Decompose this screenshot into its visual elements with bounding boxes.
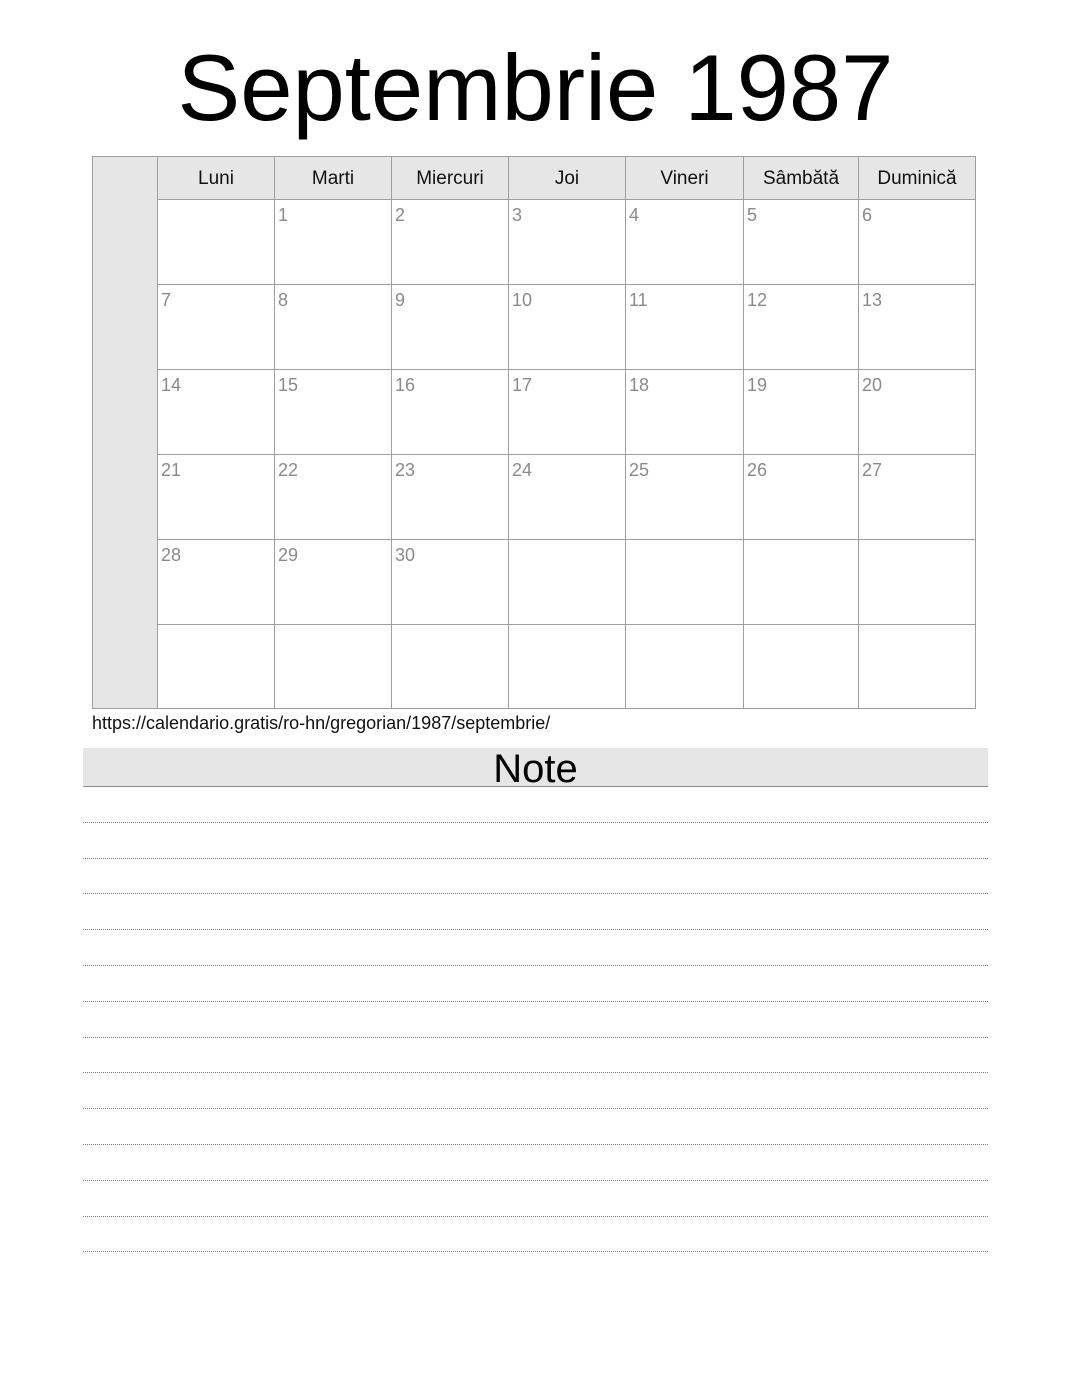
note-line — [83, 1180, 988, 1181]
note-line — [83, 1037, 988, 1038]
calendar-grid — [92, 156, 976, 709]
day-number: 9 — [395, 290, 406, 310]
note-line — [83, 965, 988, 966]
day-number: 24 — [512, 460, 533, 480]
day-number: 20 — [862, 375, 883, 395]
day-cell — [392, 200, 509, 285]
day-cell — [509, 625, 626, 708]
weekday-header: Joi — [509, 157, 626, 199]
source-url[interactable]: https://calendario.gratis/ro-hn/gregorian/1987/septembrie/ — [92, 713, 551, 733]
day-cell — [392, 455, 509, 540]
day-cell — [509, 455, 626, 540]
day-cell — [859, 285, 975, 370]
note-line — [83, 929, 988, 930]
day-number: 27 — [862, 460, 883, 480]
day-cell — [509, 200, 626, 285]
note-line — [83, 1072, 988, 1073]
note-line — [83, 1108, 988, 1109]
day-number: 8 — [278, 290, 289, 310]
day-cell — [626, 540, 744, 625]
day-cell — [158, 285, 275, 370]
day-number: 30 — [395, 545, 416, 565]
day-cell — [859, 370, 975, 455]
day-cell — [392, 370, 509, 455]
note-line — [83, 858, 988, 859]
day-number: 10 — [512, 290, 533, 310]
day-cell — [626, 455, 744, 540]
day-cell — [859, 540, 975, 625]
weekday-header: Duminică — [877, 168, 957, 189]
day-number: 18 — [629, 375, 650, 395]
day-number: 12 — [747, 290, 768, 310]
day-cell — [275, 370, 392, 455]
weekday-header: Vineri — [626, 157, 744, 199]
day-number: 14 — [161, 375, 182, 395]
day-cell — [158, 455, 275, 540]
day-cell — [744, 370, 859, 455]
day-cell — [392, 285, 509, 370]
note-line — [83, 893, 988, 894]
day-cell — [158, 625, 275, 708]
calendar-days — [158, 157, 975, 708]
day-number: 4 — [629, 205, 640, 225]
day-cell — [275, 625, 392, 708]
day-cell — [859, 455, 975, 540]
day-cell — [275, 540, 392, 625]
day-number: 29 — [278, 545, 299, 565]
day-cell — [392, 625, 509, 708]
day-cell — [392, 540, 509, 625]
day-cell — [859, 200, 975, 285]
weekday-header: Sâmbătă — [744, 157, 859, 199]
day-cell — [275, 455, 392, 540]
day-cell — [744, 455, 859, 540]
day-cell — [275, 285, 392, 370]
day-cell — [626, 370, 744, 455]
note-line — [83, 1216, 988, 1217]
day-cell — [158, 200, 275, 285]
weekday-header: Miercuri — [392, 157, 509, 199]
day-number: 5 — [747, 205, 758, 225]
day-cell — [744, 200, 859, 285]
note-line — [83, 1001, 988, 1002]
day-cell — [509, 540, 626, 625]
day-cell — [744, 285, 859, 370]
weekday-header-row — [158, 157, 975, 200]
day-cell — [744, 625, 859, 708]
day-number: 25 — [629, 460, 650, 480]
day-cell — [626, 625, 744, 708]
day-number: 23 — [395, 460, 416, 480]
day-cell — [626, 200, 744, 285]
day-number: 28 — [161, 545, 182, 565]
day-number: 26 — [747, 460, 768, 480]
day-number: 7 — [161, 290, 172, 310]
day-number: 2 — [395, 205, 406, 225]
day-cell — [509, 370, 626, 455]
day-number: 11 — [629, 290, 648, 310]
day-cell — [744, 540, 859, 625]
day-number: 6 — [862, 205, 873, 225]
day-number: 22 — [278, 460, 299, 480]
day-number: 19 — [747, 375, 768, 395]
page-title: Septembrie 1987 — [177, 35, 894, 140]
day-cell — [509, 285, 626, 370]
weekday-header: Luni — [158, 157, 275, 199]
day-cell — [626, 285, 744, 370]
day-cell — [859, 625, 975, 708]
day-number: 15 — [278, 375, 299, 395]
note-line — [83, 1251, 988, 1252]
day-cell — [275, 200, 392, 285]
note-line — [83, 822, 988, 823]
notes-header: Note — [83, 748, 988, 787]
day-number: 21 — [161, 460, 182, 480]
day-number: 17 — [512, 375, 533, 395]
day-number: 16 — [395, 375, 416, 395]
day-number: 13 — [862, 290, 883, 310]
week-number-column — [93, 157, 158, 708]
day-number: 1 — [278, 205, 289, 225]
day-cell — [158, 370, 275, 455]
note-line — [83, 1144, 988, 1145]
day-cell — [158, 540, 275, 625]
day-number: 3 — [512, 205, 523, 225]
weekday-header: Marti — [275, 157, 392, 199]
